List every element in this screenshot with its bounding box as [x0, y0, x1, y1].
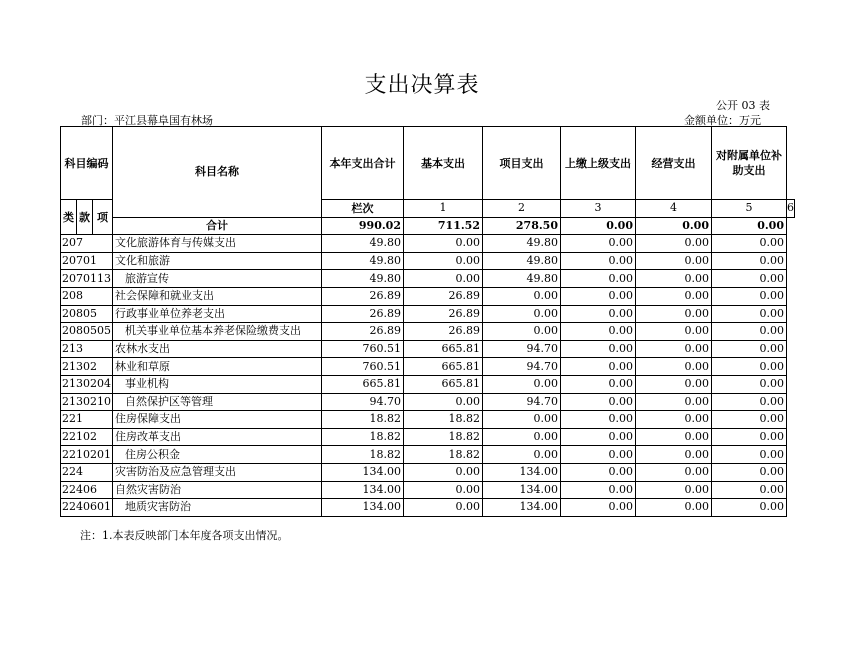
sum-value-5: 0.00 — [636, 217, 712, 235]
row-value-1: 134.00 — [322, 499, 404, 517]
row-value-4: 0.00 — [561, 323, 636, 341]
row-value-2: 26.89 — [404, 323, 483, 341]
row-value-5: 0.00 — [636, 270, 712, 288]
row-value-6: 0.00 — [712, 411, 787, 429]
sum-row — [61, 217, 795, 235]
row-value-6: 0.00 — [712, 446, 787, 464]
expenditure-table — [60, 126, 795, 517]
row-value-1: 49.80 — [322, 235, 404, 253]
header-name: 科目名称 — [113, 127, 322, 218]
row-value-1: 18.82 — [322, 428, 404, 446]
row-value-2: 26.89 — [404, 287, 483, 305]
row-value-3: 134.00 — [483, 499, 561, 517]
sum-label: 合计 — [113, 217, 322, 235]
row-code: 207 — [61, 235, 113, 253]
header-kuan: 款 — [77, 200, 93, 235]
page-title: 支出决算表 — [364, 73, 480, 98]
row-value-3: 0.00 — [483, 323, 561, 341]
row-code: 22102 — [61, 428, 113, 446]
row-value-3: 0.00 — [483, 375, 561, 393]
header-total: 本年支出合计 — [322, 127, 404, 200]
table-row — [61, 463, 795, 481]
row-value-5: 0.00 — [636, 481, 712, 499]
row-value-1: 134.00 — [322, 463, 404, 481]
column-index-3: 3 — [561, 200, 636, 218]
row-value-5: 0.00 — [636, 358, 712, 376]
row-name: 行政事业单位养老支出 — [113, 305, 322, 323]
header-lei: 类 — [61, 200, 77, 235]
sum-value-1: 990.02 — [322, 217, 404, 235]
row-value-6: 0.00 — [712, 393, 787, 411]
row-value-5: 0.00 — [636, 287, 712, 305]
row-name: 住房保障支出 — [113, 411, 322, 429]
row-value-2: 0.00 — [404, 270, 483, 288]
column-index-label: 栏次 — [322, 200, 404, 218]
row-name: 机关事业单位基本养老保险缴费支出 — [113, 323, 322, 341]
row-value-4: 0.00 — [561, 287, 636, 305]
row-name: 社会保障和就业支出 — [113, 287, 322, 305]
table-row — [61, 446, 795, 464]
row-code: 20805 — [61, 305, 113, 323]
sum-value-2: 711.52 — [404, 217, 483, 235]
header-basic: 基本支出 — [404, 127, 483, 200]
row-value-2: 0.00 — [404, 499, 483, 517]
row-name: 灾害防治及应急管理支出 — [113, 463, 322, 481]
row-value-5: 0.00 — [636, 428, 712, 446]
row-value-2: 665.81 — [404, 375, 483, 393]
row-value-3: 94.70 — [483, 358, 561, 376]
row-value-4: 0.00 — [561, 463, 636, 481]
row-value-4: 0.00 — [561, 252, 636, 270]
table-row — [61, 393, 795, 411]
row-value-1: 665.81 — [322, 375, 404, 393]
row-value-6: 0.00 — [712, 252, 787, 270]
row-value-4: 0.00 — [561, 411, 636, 429]
department-label: 部门：平江县幕阜国有林场 — [81, 114, 213, 127]
header-business: 经营支出 — [636, 127, 712, 200]
table-row — [61, 481, 795, 499]
table-row — [61, 499, 795, 517]
row-value-4: 0.00 — [561, 375, 636, 393]
row-code: 2080505 — [61, 323, 113, 341]
row-value-5: 0.00 — [636, 235, 712, 253]
row-value-5: 0.00 — [636, 499, 712, 517]
table-row — [61, 287, 795, 305]
form-number: 公开 03 表 — [716, 99, 770, 112]
row-value-6: 0.00 — [712, 235, 787, 253]
row-code: 2130210 — [61, 393, 113, 411]
row-name: 住房改革支出 — [113, 428, 322, 446]
row-name: 文化旅游体育与传媒支出 — [113, 235, 322, 253]
row-value-4: 0.00 — [561, 358, 636, 376]
row-value-1: 49.80 — [322, 252, 404, 270]
row-value-2: 665.81 — [404, 340, 483, 358]
row-value-2: 26.89 — [404, 305, 483, 323]
row-value-3: 134.00 — [483, 481, 561, 499]
row-code: 208 — [61, 287, 113, 305]
table-row — [61, 270, 795, 288]
row-name: 自然保护区等管理 — [113, 393, 322, 411]
row-code: 2240601 — [61, 499, 113, 517]
sum-value-4: 0.00 — [561, 217, 636, 235]
row-value-1: 760.51 — [322, 358, 404, 376]
row-code: 2210201 — [61, 446, 113, 464]
row-value-1: 94.70 — [322, 393, 404, 411]
table-row — [61, 323, 795, 341]
header-code-group: 科目编码 — [61, 127, 113, 200]
row-code: 2070113 — [61, 270, 113, 288]
column-index-5: 5 — [712, 200, 787, 218]
row-value-6: 0.00 — [712, 340, 787, 358]
row-value-3: 49.80 — [483, 270, 561, 288]
row-value-4: 0.00 — [561, 270, 636, 288]
row-value-3: 94.70 — [483, 340, 561, 358]
column-index-6: 6 — [787, 200, 795, 218]
row-value-4: 0.00 — [561, 235, 636, 253]
row-value-5: 0.00 — [636, 446, 712, 464]
row-name: 地质灾害防治 — [113, 499, 322, 517]
row-value-4: 0.00 — [561, 428, 636, 446]
row-code: 2130204 — [61, 375, 113, 393]
row-value-5: 0.00 — [636, 463, 712, 481]
row-value-6: 0.00 — [712, 358, 787, 376]
row-code: 224 — [61, 463, 113, 481]
row-name: 自然灾害防治 — [113, 481, 322, 499]
row-value-2: 0.00 — [404, 463, 483, 481]
row-value-5: 0.00 — [636, 393, 712, 411]
row-value-6: 0.00 — [712, 428, 787, 446]
row-value-1: 26.89 — [322, 323, 404, 341]
table-row — [61, 340, 795, 358]
column-index-4: 4 — [636, 200, 712, 218]
row-value-3: 49.80 — [483, 252, 561, 270]
row-value-3: 0.00 — [483, 305, 561, 323]
header-xiang: 项 — [93, 200, 113, 235]
row-value-5: 0.00 — [636, 252, 712, 270]
header-upper: 上缴上级支出 — [561, 127, 636, 200]
row-value-4: 0.00 — [561, 305, 636, 323]
row-value-5: 0.00 — [636, 323, 712, 341]
table-row — [61, 358, 795, 376]
row-value-6: 0.00 — [712, 499, 787, 517]
row-value-5: 0.00 — [636, 411, 712, 429]
row-value-6: 0.00 — [712, 463, 787, 481]
row-value-2: 18.82 — [404, 428, 483, 446]
table-row — [61, 235, 795, 253]
row-value-4: 0.00 — [561, 481, 636, 499]
row-value-4: 0.00 — [561, 446, 636, 464]
table-row — [61, 252, 795, 270]
row-name: 旅游宣传 — [113, 270, 322, 288]
row-value-2: 18.82 — [404, 411, 483, 429]
row-value-6: 0.00 — [712, 375, 787, 393]
row-value-5: 0.00 — [636, 340, 712, 358]
row-code: 22406 — [61, 481, 113, 499]
row-value-1: 760.51 — [322, 340, 404, 358]
row-code: 20701 — [61, 252, 113, 270]
table-row — [61, 428, 795, 446]
row-value-1: 26.89 — [322, 287, 404, 305]
row-value-3: 0.00 — [483, 428, 561, 446]
sum-value-6: 0.00 — [712, 217, 787, 235]
row-value-5: 0.00 — [636, 305, 712, 323]
row-value-2: 665.81 — [404, 358, 483, 376]
row-value-6: 0.00 — [712, 481, 787, 499]
row-value-6: 0.00 — [712, 323, 787, 341]
row-name: 农林水支出 — [113, 340, 322, 358]
row-value-2: 0.00 — [404, 252, 483, 270]
row-code: 21302 — [61, 358, 113, 376]
row-value-1: 18.82 — [322, 446, 404, 464]
row-value-2: 0.00 — [404, 393, 483, 411]
row-value-2: 0.00 — [404, 481, 483, 499]
row-value-2: 0.00 — [404, 235, 483, 253]
row-value-2: 18.82 — [404, 446, 483, 464]
table-row — [61, 375, 795, 393]
row-value-5: 0.00 — [636, 375, 712, 393]
column-index-2: 2 — [483, 200, 561, 218]
row-name: 事业机构 — [113, 375, 322, 393]
row-value-1: 18.82 — [322, 411, 404, 429]
row-value-1: 26.89 — [322, 305, 404, 323]
row-value-3: 0.00 — [483, 287, 561, 305]
row-value-1: 49.80 — [322, 270, 404, 288]
row-value-6: 0.00 — [712, 287, 787, 305]
footnote: 注：1.本表反映部门本年度各项支出情况。 — [80, 529, 289, 542]
table-row — [61, 411, 795, 429]
unit-label: 金额单位：万元 — [684, 114, 761, 127]
row-value-4: 0.00 — [561, 340, 636, 358]
row-value-6: 0.00 — [712, 305, 787, 323]
row-value-4: 0.00 — [561, 499, 636, 517]
row-name: 林业和草原 — [113, 358, 322, 376]
row-value-3: 94.70 — [483, 393, 561, 411]
sum-value-3: 278.50 — [483, 217, 561, 235]
row-value-3: 0.00 — [483, 411, 561, 429]
row-value-3: 0.00 — [483, 446, 561, 464]
row-value-3: 134.00 — [483, 463, 561, 481]
header-row — [61, 127, 795, 200]
row-name: 住房公积金 — [113, 446, 322, 464]
header-subsidy: 对附属单位补助支出 — [712, 127, 787, 200]
header-project: 项目支出 — [483, 127, 561, 200]
row-code: 221 — [61, 411, 113, 429]
row-value-1: 134.00 — [322, 481, 404, 499]
row-code: 213 — [61, 340, 113, 358]
row-name: 文化和旅游 — [113, 252, 322, 270]
column-index-1: 1 — [404, 200, 483, 218]
row-value-6: 0.00 — [712, 270, 787, 288]
table-row — [61, 305, 795, 323]
row-value-4: 0.00 — [561, 393, 636, 411]
row-value-3: 49.80 — [483, 235, 561, 253]
